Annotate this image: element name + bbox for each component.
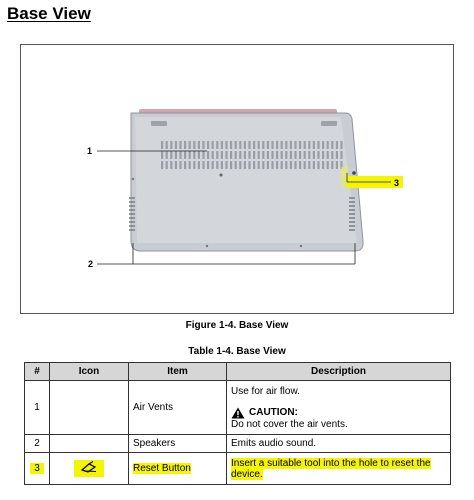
header-icon: Icon bbox=[50, 363, 129, 381]
speaker-slot bbox=[129, 225, 135, 227]
row-description bbox=[227, 381, 451, 435]
vent-slot bbox=[258, 141, 260, 149]
vent-slot bbox=[304, 141, 306, 149]
vent-slot bbox=[170, 151, 172, 159]
vent-slot bbox=[225, 151, 227, 159]
header-item: Item bbox=[129, 363, 227, 381]
row-description: Emits audio sound. bbox=[227, 435, 451, 453]
vent-slot bbox=[327, 161, 329, 169]
vent-slot bbox=[212, 141, 214, 149]
vent-slot bbox=[212, 161, 214, 169]
vent-slot bbox=[221, 141, 223, 149]
figure-caption: Figure 1-4. Base View bbox=[185, 320, 289, 331]
vent-slot bbox=[262, 151, 264, 159]
vent-slot bbox=[331, 141, 333, 149]
vent-slot bbox=[225, 161, 227, 169]
vent-slot bbox=[230, 141, 232, 149]
vent-slot bbox=[267, 151, 269, 159]
vent-slot bbox=[244, 161, 246, 169]
screw bbox=[300, 245, 302, 247]
row-icon-cell bbox=[50, 453, 129, 485]
header-number: # bbox=[25, 363, 50, 381]
vent-slot bbox=[166, 141, 168, 149]
vent-slot bbox=[189, 151, 191, 159]
row-item-cell bbox=[129, 453, 227, 485]
speaker-slot bbox=[129, 201, 135, 203]
vent-slot bbox=[244, 141, 246, 149]
vent-slot bbox=[308, 161, 310, 169]
vent-slot bbox=[276, 151, 278, 159]
vent-slot bbox=[281, 161, 283, 169]
laptop-base-illustration bbox=[21, 45, 455, 315]
screw bbox=[132, 178, 134, 180]
vent-slot bbox=[230, 161, 232, 169]
vent-slot bbox=[299, 141, 301, 149]
vent-slot bbox=[290, 151, 292, 159]
vent-slot bbox=[322, 151, 324, 159]
vent-slot bbox=[235, 141, 237, 149]
row-number-cell bbox=[25, 453, 50, 485]
vent-slot bbox=[225, 141, 227, 149]
caution-heading bbox=[231, 407, 446, 419]
speaker-slot bbox=[349, 209, 355, 211]
vent-slot bbox=[248, 161, 250, 169]
vent-slot bbox=[248, 151, 250, 159]
vent-slot bbox=[267, 141, 269, 149]
speaker-slot bbox=[129, 217, 135, 219]
table-header-row bbox=[25, 363, 451, 381]
row-description: Insert a suitable tool into the hole to reset the device. bbox=[231, 457, 431, 480]
speaker-slot bbox=[349, 201, 355, 203]
row-icon-cell bbox=[50, 435, 129, 453]
vent-slot bbox=[308, 141, 310, 149]
rubber-foot bbox=[321, 121, 337, 126]
vent-slot bbox=[175, 151, 177, 159]
row-icon-cell bbox=[50, 381, 129, 435]
speaker-slot bbox=[129, 221, 135, 223]
vent-slot bbox=[276, 161, 278, 169]
warning-icon bbox=[231, 407, 245, 419]
vent-slot bbox=[161, 161, 163, 169]
vent-slot bbox=[207, 161, 209, 169]
speaker-left bbox=[129, 197, 135, 231]
speaker-slot bbox=[129, 229, 135, 231]
vent-slot bbox=[161, 151, 163, 159]
table-caption: Table 1-4. Base View bbox=[188, 346, 286, 357]
vent-slot bbox=[179, 161, 181, 169]
vent-slot bbox=[253, 141, 255, 149]
row-description-cell bbox=[227, 453, 451, 485]
speaker-slot bbox=[129, 197, 135, 199]
vent-slot bbox=[294, 151, 296, 159]
vent-slot bbox=[189, 141, 191, 149]
vent-slot bbox=[184, 151, 186, 159]
vent-slot bbox=[198, 161, 200, 169]
vent-slot bbox=[317, 161, 319, 169]
vent-slot bbox=[230, 151, 232, 159]
vent-slot bbox=[285, 161, 287, 169]
table-row bbox=[25, 381, 451, 435]
vent-slot bbox=[285, 141, 287, 149]
vent-slot bbox=[166, 151, 168, 159]
vent-slot bbox=[207, 151, 209, 159]
vent-slot bbox=[281, 141, 283, 149]
speaker-slot bbox=[349, 217, 355, 219]
row-number: 2 bbox=[25, 435, 50, 453]
vent-slot bbox=[331, 161, 333, 169]
screw bbox=[220, 174, 223, 177]
base-view-figure bbox=[20, 44, 454, 314]
vent-slot bbox=[202, 151, 204, 159]
vent-slot bbox=[216, 161, 218, 169]
vent-slot bbox=[248, 141, 250, 149]
row-item: Reset Button bbox=[133, 463, 191, 474]
vent-slot bbox=[207, 141, 209, 149]
vent-slot bbox=[161, 141, 163, 149]
vent-slot bbox=[170, 141, 172, 149]
vent-slot bbox=[313, 161, 315, 169]
speaker-slot bbox=[349, 229, 355, 231]
vent-slot bbox=[294, 161, 296, 169]
vent-slot bbox=[317, 151, 319, 159]
vent-slot bbox=[322, 161, 324, 169]
vent-slot bbox=[189, 161, 191, 169]
callout-1: 1 bbox=[87, 146, 93, 156]
vent-slot bbox=[235, 151, 237, 159]
vent-slot bbox=[313, 151, 315, 159]
vent-slot bbox=[308, 151, 310, 159]
vent-slot bbox=[212, 151, 214, 159]
vent-slot bbox=[281, 151, 283, 159]
speaker-right bbox=[349, 197, 355, 231]
vent-slot bbox=[198, 141, 200, 149]
vent-slot bbox=[198, 151, 200, 159]
caution-text: Do not cover the air vents. bbox=[231, 418, 348, 430]
vent-slot bbox=[258, 151, 260, 159]
vent-slot bbox=[253, 161, 255, 169]
vent-slot bbox=[184, 161, 186, 169]
vent-slot bbox=[253, 151, 255, 159]
vent-slot bbox=[313, 141, 315, 149]
row-number: 1 bbox=[25, 381, 50, 435]
vent-slot bbox=[175, 141, 177, 149]
speaker-slot bbox=[349, 205, 355, 207]
vent-slot bbox=[285, 151, 287, 159]
vent-slot bbox=[170, 161, 172, 169]
vent-slot bbox=[239, 151, 241, 159]
vent-slot bbox=[340, 141, 342, 149]
vent-slot bbox=[271, 141, 273, 149]
vent-slot bbox=[179, 141, 181, 149]
vent-slot bbox=[317, 141, 319, 149]
vent-slot bbox=[184, 141, 186, 149]
vent-slot bbox=[235, 161, 237, 169]
vent-slot bbox=[216, 151, 218, 159]
vent-slot bbox=[262, 141, 264, 149]
vent-slot bbox=[327, 151, 329, 159]
vent-slot bbox=[271, 151, 273, 159]
screw bbox=[206, 245, 208, 247]
row-item: Speakers bbox=[129, 435, 227, 453]
vent-slot bbox=[299, 151, 301, 159]
vent-slot bbox=[239, 141, 241, 149]
vent-slot bbox=[304, 151, 306, 159]
reset-hole bbox=[352, 171, 356, 175]
vent-slot bbox=[290, 141, 292, 149]
vent-slot bbox=[193, 161, 195, 169]
vent-slot bbox=[258, 161, 260, 169]
vent-slot bbox=[322, 141, 324, 149]
row-item: Air Vents bbox=[129, 381, 227, 435]
base-view-table bbox=[24, 362, 451, 485]
vent-slot bbox=[221, 161, 223, 169]
vent-slot bbox=[267, 161, 269, 169]
vent-slot bbox=[262, 161, 264, 169]
speaker-slot bbox=[129, 205, 135, 207]
vent-slot bbox=[193, 151, 195, 159]
reset-tool-icon bbox=[74, 460, 104, 477]
vent-slot bbox=[340, 151, 342, 159]
callout-2: 2 bbox=[88, 259, 94, 269]
vent-slot bbox=[193, 141, 195, 149]
caution-label: CAUTION: bbox=[249, 407, 298, 418]
vent-slot bbox=[166, 161, 168, 169]
callout-3: 3 bbox=[394, 178, 400, 188]
vent-slot bbox=[290, 161, 292, 169]
vent-slot bbox=[179, 151, 181, 159]
header-description: Description bbox=[227, 363, 451, 381]
vent-slot bbox=[336, 161, 338, 169]
vent-slot bbox=[294, 141, 296, 149]
vent-slot bbox=[216, 141, 218, 149]
vent-slot bbox=[244, 151, 246, 159]
vent-slot bbox=[239, 161, 241, 169]
row-number: 3 bbox=[30, 463, 44, 474]
page-title: Base View bbox=[7, 4, 91, 23]
vent-slot bbox=[175, 161, 177, 169]
speaker-slot bbox=[129, 213, 135, 215]
speaker-slot bbox=[349, 213, 355, 215]
vent-slot bbox=[202, 161, 204, 169]
description-text: Use for air flow. bbox=[231, 385, 300, 397]
speaker-slot bbox=[129, 209, 135, 211]
vent-slot bbox=[299, 161, 301, 169]
rubber-foot bbox=[151, 121, 167, 126]
vent-slot bbox=[202, 141, 204, 149]
speaker-slot bbox=[349, 221, 355, 223]
vent-slot bbox=[221, 151, 223, 159]
vent-slot bbox=[336, 151, 338, 159]
table-row bbox=[25, 435, 451, 453]
vent-slot bbox=[276, 141, 278, 149]
vent-slot bbox=[304, 161, 306, 169]
speaker-slot bbox=[349, 197, 355, 199]
vent-slot bbox=[271, 161, 273, 169]
vent-slot bbox=[336, 141, 338, 149]
vent-slot bbox=[331, 151, 333, 159]
vent-slot bbox=[327, 141, 329, 149]
speaker-slot bbox=[349, 225, 355, 227]
table-row bbox=[25, 453, 451, 485]
